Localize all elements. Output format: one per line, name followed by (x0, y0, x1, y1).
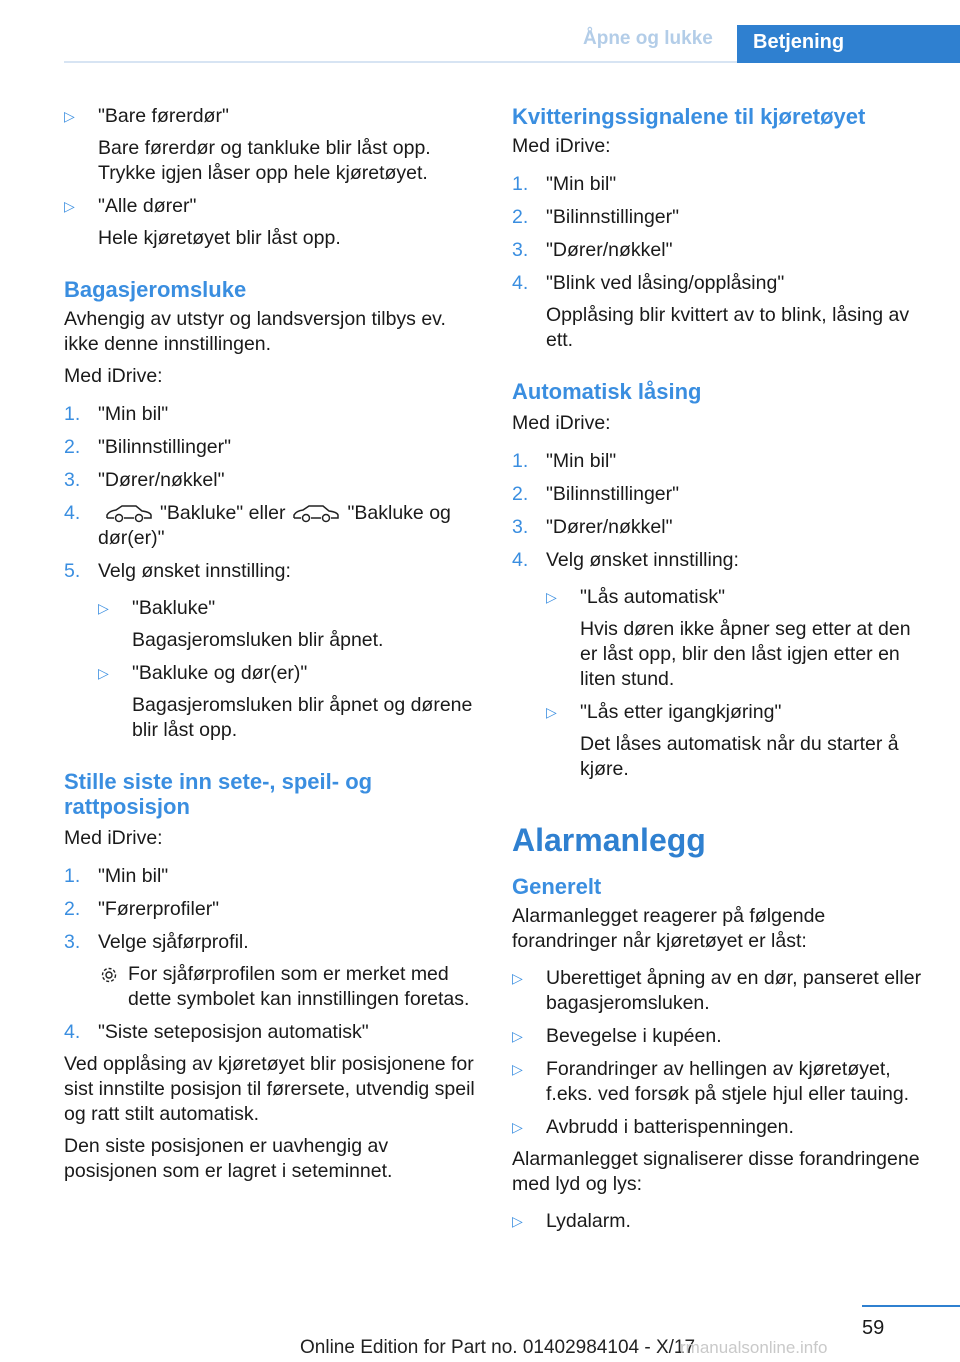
step-item: 4. "Bakluke" eller "Bakluke og dør(er)" (64, 502, 451, 549)
step-item: 3. "Dører/nøkkel" (64, 469, 225, 491)
step-item: 3. Velge sjåførprofil. (64, 931, 249, 953)
triangle-bullet-icon: ▷ (512, 1213, 523, 1229)
paragraph: Med iDrive: (512, 135, 611, 157)
paragraph: Med iDrive: (64, 827, 163, 849)
triangle-bullet-icon: ▷ (512, 1028, 523, 1044)
paragraph: Alarmanlegget reagerer på følgende forandringer når kjøretøyet er låst: (512, 905, 826, 952)
step-item: 2. "Bilinnstillinger" (512, 206, 680, 228)
step-item: 2. "Bilinnstillinger" (64, 436, 232, 458)
option-desc: Det låses automatisk når du starter å kjøre. (580, 733, 899, 780)
list-item: ▷ Forandringer av hellingen av kjøretøyet, f.eks. ved forsøk på stjele hjul eller tauing. (512, 1058, 910, 1105)
header-chapter-tab: Betjening (737, 25, 960, 63)
triangle-bullet-icon: ▷ (512, 970, 523, 986)
triangle-bullet-icon: ▷ (546, 704, 557, 720)
section-heading: Kvitteringssignalene til kjøretøyet (512, 104, 866, 129)
step-item: 1. "Min bil" (64, 403, 169, 425)
triangle-bullet-icon: ▷ (98, 665, 109, 681)
option-item: ▷ "Lås automatisk" (546, 586, 725, 608)
header-section-title: Åpne og lukke (583, 28, 713, 49)
list-item: ▷ Lydalarm. (512, 1210, 631, 1232)
list-item: ▷ "Alle dører" (64, 195, 197, 217)
step-item: 4. Velg ønsket innstilling: (512, 549, 739, 571)
paragraph: Med iDrive: (64, 365, 163, 387)
triangle-bullet-icon: ▷ (546, 589, 557, 605)
paragraph: Ved opplåsing av kjøretøyet blir posisjonene for sist innstilte posisjon til førersete, utvendig speil og ratt stilt automatisk. (64, 1053, 475, 1125)
step-item: 4. "Siste seteposisjon automatisk" (64, 1021, 369, 1043)
triangle-bullet-icon: ▷ (98, 600, 109, 616)
footer-rule (862, 1305, 960, 1307)
section-heading: Bagasjeromsluke (64, 277, 247, 302)
section-heading: Stille siste inn sete-, speil- og rattposisjon (64, 769, 373, 819)
right-column (512, 104, 932, 1234)
car-icon (291, 503, 341, 523)
left-column (64, 104, 484, 1184)
chapter-heading: Alarmanlegg (512, 822, 706, 858)
list-item: ▷ Uberettiget åpning av en dør, panseret eller bagasjeromsluken. (512, 967, 922, 1014)
list-item: ▷ "Bare førerdør" (64, 105, 229, 127)
step-item: 1. "Min bil" (512, 450, 617, 472)
car-icon (104, 503, 154, 523)
option-item: ▷ "Bakluke og dør(er)" (98, 662, 308, 684)
option-desc: Hvis døren ikke åpner seg etter at den er låst opp, blir den låst igjen etter en liten stund. (580, 618, 911, 690)
option-item: ▷ "Lås etter igangkjøring" (546, 701, 782, 723)
step-item: 4. "Blink ved låsing/opplåsing" (512, 272, 785, 294)
triangle-bullet-icon: ▷ (512, 1119, 523, 1135)
paragraph: Avhengig av utstyr og landsversjon tilbys ev. ikke denne innstillingen. (64, 308, 446, 355)
step-item: 3. "Dører/nøkkel" (512, 239, 673, 261)
list-item-desc: Hele kjøretøyet blir låst opp. (98, 227, 341, 249)
list-item-desc: Bare førerdør og tankluke blir låst opp. Trykke igjen låser opp hele kjøretøyet. (98, 137, 431, 184)
step-item: 5. Velg ønsket innstilling: (64, 560, 291, 582)
option-desc: Bagasjeromsluken blir åpnet og dørene blir låst opp. (132, 694, 473, 741)
option-item: ▷ "Bakluke" (98, 597, 216, 619)
gear-icon (98, 964, 120, 986)
paragraph: Den siste posisjonen er uavhengig av posisjonen som er lagret i seteminnet. (64, 1135, 393, 1182)
option-desc: Bagasjeromsluken blir åpnet. (132, 629, 384, 651)
step-item: 2. "Førerprofiler" (64, 898, 220, 920)
step-item: 1. "Min bil" (64, 865, 169, 887)
step-desc: Opplåsing blir kvittert av to blink, låsing av ett. (546, 304, 910, 351)
paragraph: Med iDrive: (512, 412, 611, 434)
watermark: rmanualsonline.info (680, 1338, 828, 1357)
note: For sjåførprofilen som er merket med dette symbolet kan innstillingen foretas. (64, 962, 484, 1012)
list-item: ▷ Avbrudd i batterispenningen. (512, 1116, 794, 1138)
step-item: 1. "Min bil" (512, 173, 617, 195)
step-item: 3. "Dører/nøkkel" (512, 516, 673, 538)
list-item: ▷ Bevegelse i kupéen. (512, 1025, 722, 1047)
paragraph: Alarmanlegget signaliserer disse forandringene med lyd og lys: (512, 1148, 920, 1195)
step-item: 2. "Bilinnstillinger" (512, 483, 680, 505)
section-heading: Generelt (512, 874, 602, 899)
triangle-bullet-icon: ▷ (512, 1061, 523, 1077)
page-number: 59 (862, 1317, 885, 1339)
triangle-bullet-icon: ▷ (64, 198, 75, 214)
triangle-bullet-icon: ▷ (64, 108, 75, 124)
section-heading: Automatisk låsing (512, 379, 702, 404)
edition-note: Online Edition for Part no. 01402984104 - X/17 (300, 1337, 696, 1358)
